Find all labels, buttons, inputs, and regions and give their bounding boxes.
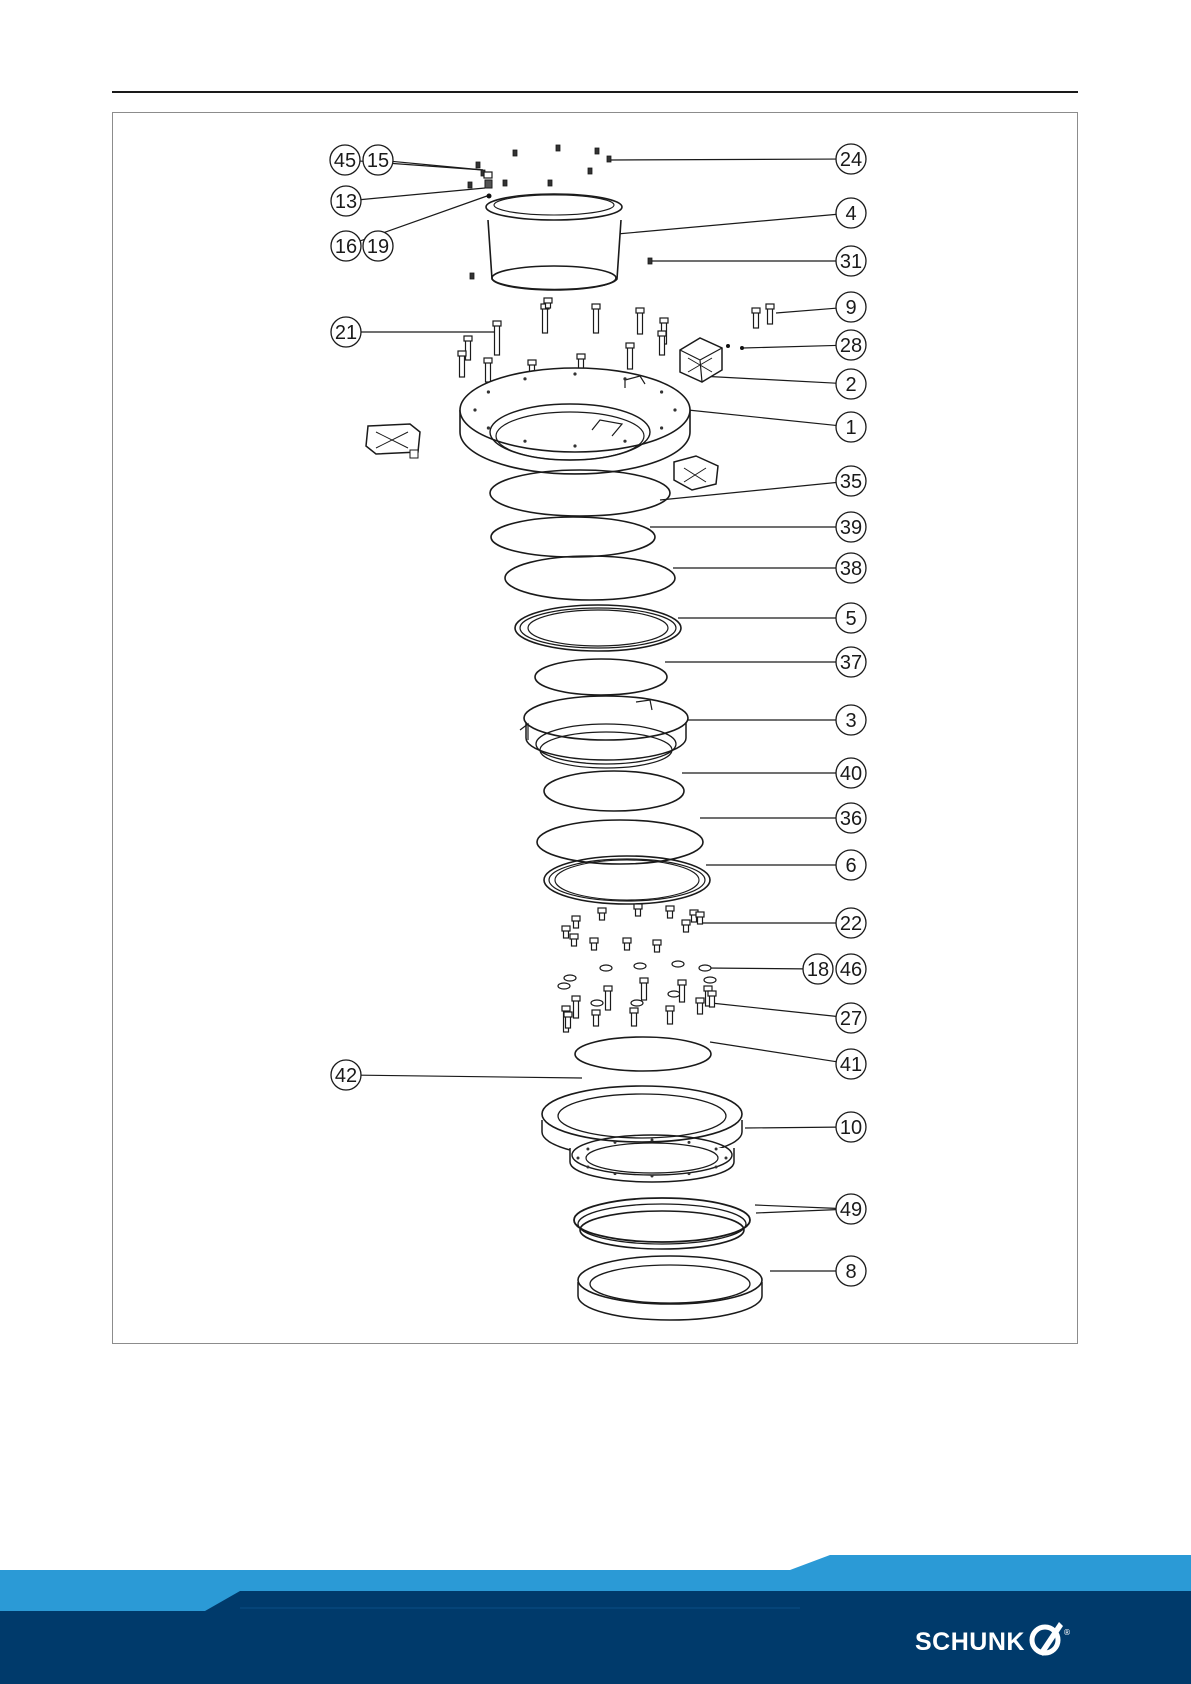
callout-label-15: 15 <box>366 150 390 172</box>
leader-line-2 <box>700 376 836 383</box>
callout-9 <box>836 292 866 322</box>
o-ring-40 <box>544 771 684 811</box>
callout-label-49: 49 <box>839 1199 863 1221</box>
o-ring-36 <box>537 820 703 864</box>
callout-36 <box>836 803 866 833</box>
leader-line-42 <box>361 1075 582 1078</box>
cover-cylinder-4 <box>470 194 652 308</box>
callout-5 <box>836 603 866 633</box>
callout-21 <box>331 317 361 347</box>
callout-4 <box>836 198 866 228</box>
leader-line-9 <box>776 308 836 313</box>
main-body-1 <box>460 368 690 474</box>
flange-ring-3 <box>520 696 688 768</box>
footer-band <box>0 1555 1191 1684</box>
callout-1 <box>836 412 866 442</box>
callout-label-16: 16 <box>334 236 358 258</box>
ring-5 <box>515 605 681 651</box>
callout-label-27: 27 <box>839 1008 863 1030</box>
o-ring-38 <box>505 556 675 600</box>
callout-label-36: 36 <box>839 808 863 830</box>
schunk-logo-text: SCHUNK <box>915 1628 1025 1656</box>
callout-label-39: 39 <box>839 517 863 539</box>
callout-label-13: 13 <box>334 191 358 213</box>
callout-41 <box>836 1049 866 1079</box>
callout-label-35: 35 <box>839 471 863 493</box>
leader-line-1 <box>688 410 836 425</box>
callout-28 <box>836 330 866 360</box>
callout-18 <box>803 954 833 984</box>
callout-label-40: 40 <box>839 763 863 785</box>
callout-31 <box>836 246 866 276</box>
callout-24 <box>836 144 866 174</box>
callout-label-31: 31 <box>839 251 863 273</box>
callout-label-24: 24 <box>839 149 863 171</box>
callout-15 <box>363 145 393 175</box>
callout-label-4: 4 <box>845 203 857 225</box>
seal-rings-49 <box>574 1198 750 1249</box>
callout-label-28: 28 <box>839 335 863 357</box>
leader-line-41 <box>710 1042 836 1062</box>
callout-27 <box>836 1003 866 1033</box>
callout-label-2: 2 <box>845 374 857 396</box>
o-ring-41 <box>575 1037 711 1071</box>
leader-line-15 <box>393 161 483 170</box>
callout-label-37: 37 <box>839 652 863 674</box>
callout-label-10: 10 <box>839 1117 863 1139</box>
callout-label-46: 46 <box>839 959 863 981</box>
leader-line-13 <box>361 188 485 200</box>
bracket-right <box>674 456 718 490</box>
leader-line-10 <box>745 1127 836 1128</box>
callout-19 <box>363 231 393 261</box>
leader-line-4 <box>617 214 836 234</box>
callout-label-3: 3 <box>845 710 857 732</box>
callout-label-8: 8 <box>845 1261 857 1283</box>
o-ring-39 <box>491 517 655 557</box>
callout-37 <box>836 647 866 677</box>
base-flange-10 <box>542 1086 742 1182</box>
callout-39 <box>836 512 866 542</box>
callout-label-1: 1 <box>845 417 857 439</box>
callout-label-21: 21 <box>334 322 358 344</box>
callout-2 <box>836 369 866 399</box>
registered-mark: ® <box>1063 1628 1071 1637</box>
callout-label-18: 18 <box>806 959 830 981</box>
o-ring-35 <box>490 470 670 516</box>
o-ring-37 <box>535 659 667 695</box>
callout-6 <box>836 850 866 880</box>
callout-label-19: 19 <box>366 236 390 258</box>
callout-16 <box>331 231 361 261</box>
set-screw-stack <box>484 172 492 199</box>
screw-set-22 <box>562 904 704 952</box>
leader-line-18 <box>705 968 803 969</box>
bolts-9 <box>752 304 774 328</box>
callout-13 <box>331 186 361 216</box>
callout-label-5: 5 <box>845 608 857 630</box>
callout-8 <box>836 1256 866 1286</box>
leader-line-49-b <box>756 1210 836 1213</box>
callout-22 <box>836 908 866 938</box>
leader-line-28 <box>743 345 836 348</box>
bracket-left <box>366 424 420 458</box>
callout-35 <box>836 466 866 496</box>
leader-line-49 <box>755 1205 836 1208</box>
callout-label-42: 42 <box>334 1065 358 1087</box>
callout-label-9: 9 <box>845 297 857 319</box>
callout-label-6: 6 <box>845 855 857 877</box>
bracket-2 <box>680 338 744 382</box>
callout-3 <box>836 705 866 735</box>
callout-10 <box>836 1112 866 1142</box>
ring-8 <box>578 1256 762 1320</box>
callout-label-41: 41 <box>839 1054 863 1076</box>
leader-line-24 <box>611 159 836 160</box>
callout-46 <box>836 954 866 984</box>
callout-38 <box>836 553 866 583</box>
leader-line-27 <box>711 1003 836 1016</box>
callout-40 <box>836 758 866 788</box>
callout-label-22: 22 <box>839 913 863 935</box>
callout-49 <box>836 1194 866 1224</box>
callout-label-38: 38 <box>839 558 863 580</box>
callout-42 <box>331 1060 361 1090</box>
callout-label-45: 45 <box>333 150 357 172</box>
washers-18-46 <box>558 961 716 1006</box>
callout-45 <box>330 145 360 175</box>
